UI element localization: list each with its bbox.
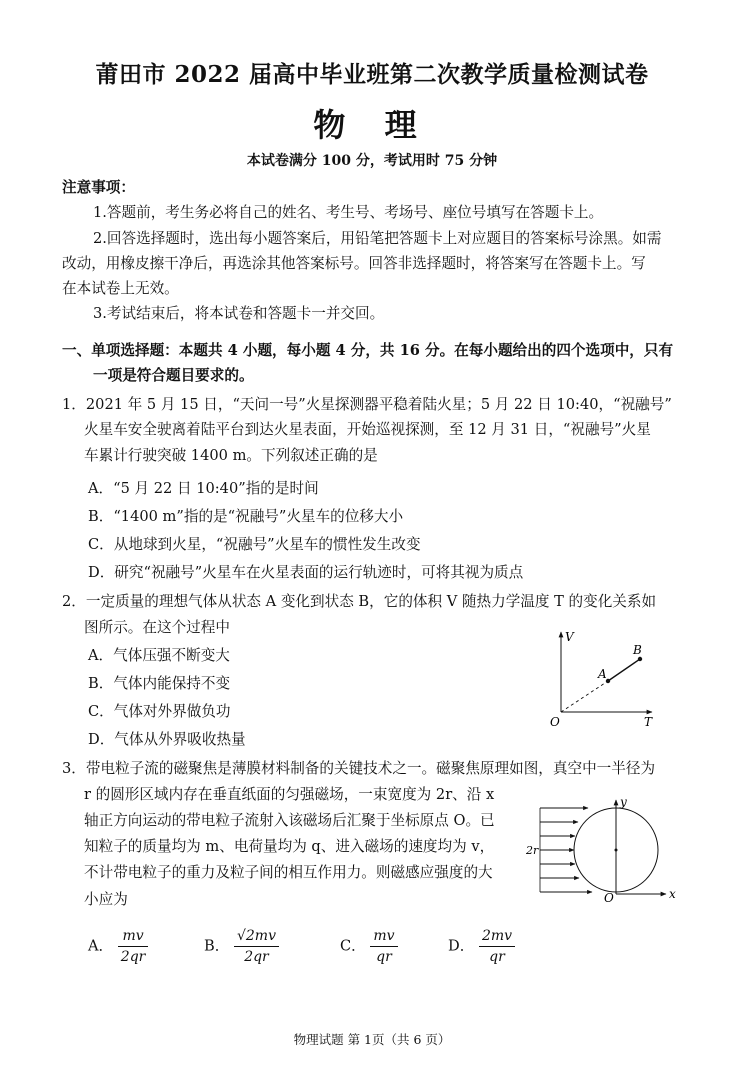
notice-item-3: 3.考试结束后，将本试卷和答题卡一并交回。	[93, 305, 385, 322]
particle-beam	[540, 808, 592, 892]
q3-stem-line-3: 轴正方向运动的带电粒子流射入该磁场后汇聚于坐标原点 O。已	[84, 812, 495, 829]
q3-option-b-num: √2mv	[234, 926, 279, 947]
q3-option-c-letter: C．	[340, 937, 366, 955]
q2-option-a: A．气体压强不断变大	[88, 647, 230, 664]
q2-stem-line-1: 2．一定质量的理想气体从状态 A 变化到状态 B，它的体积 V 随热力学温度 T 的变化关系如	[62, 593, 657, 610]
q3-stem-line-6: 小应为	[84, 891, 128, 908]
x-axis-label: x	[669, 887, 676, 901]
q3-option-a-den: 2qr	[120, 949, 146, 965]
q2-option-d: D．气体从外界吸收热量	[88, 731, 246, 748]
origin-label: O	[550, 715, 560, 729]
page-footer: 物理试题 第 1页（共 6 页）	[293, 1032, 451, 1047]
width-label: 2r	[526, 844, 539, 857]
y-axis-label: y	[620, 795, 627, 809]
subject-title: 物 理	[313, 106, 431, 144]
q3-option-d	[448, 926, 515, 967]
q3-option-d-den: qr	[489, 949, 505, 965]
circle-center	[615, 849, 618, 852]
q2-vt-graph	[544, 626, 664, 730]
q3-option-a	[88, 926, 148, 967]
q3-option-d-fraction	[479, 926, 515, 967]
q1-option-c: C．从地球到火星，“祝融号”火星车的惯性发生改变	[88, 536, 421, 553]
q3-option-c-fraction	[370, 926, 397, 967]
q3-option-c	[340, 926, 398, 967]
q2-option-b: B．气体内能保持不变	[88, 675, 231, 692]
v-axis-label: V	[565, 630, 574, 644]
section-1-heading: 一、单项选择题：本题共 4 小题，每小题 4 分，共 16 分。在每小题给出的四个选项中，只有	[62, 342, 674, 359]
q3-option-c-num: mv	[370, 926, 397, 947]
exam-info: 本试卷满分 100 分，考试用时 75 分钟	[246, 153, 498, 169]
q3-option-d-letter: D．	[448, 937, 475, 955]
q3-option-c-den: qr	[376, 949, 392, 965]
q3-option-b-letter: B．	[204, 937, 230, 955]
q3-stem-line-4: 知粒子的质量均为 m、电荷量均为 q、进入磁场的速度均为 v，	[84, 838, 495, 855]
point-b-label: B	[633, 643, 642, 657]
notice-item-2-line-1: 2.回答选择题时，选出每小题答案后，用铅笔把答题卡上对应题目的答案标号涂黑。如需	[93, 230, 662, 247]
q1-option-a: A．“5 月 22 日 10:40”指的是时间	[88, 480, 319, 497]
q3-option-d-num: 2mv	[479, 926, 515, 947]
point-b	[638, 657, 642, 661]
q3-option-a-letter: A．	[88, 937, 114, 955]
t-axis-label: T	[644, 715, 653, 729]
q1-option-d: D．研究“祝融号”火星车在火星表面的运行轨迹时，可将其视为质点	[88, 564, 524, 581]
point-a-label: A	[598, 667, 607, 681]
q3-stem-line-2: r 的圆形区域内存在垂直纸面的匀强磁场，一束宽度为 2r、沿 x	[84, 786, 495, 803]
q1-stem-line-1: 1．2021 年 5 月 15 日，“天问一号”火星探测器平稳着陆火星；5 月 22 日 10:40，“祝融号”	[62, 396, 672, 413]
extension-line	[561, 681, 608, 712]
notice-heading: 注意事项：	[62, 179, 135, 196]
q3-focus-diagram	[526, 794, 686, 908]
exam-title: 莆田市 2022 届高中毕业班第二次教学质量检测试卷	[95, 61, 649, 88]
q1-option-b: B．“1400 m”指的是“祝融号”火星车的位移大小	[88, 508, 404, 525]
q3-stem-line-5: 不计带电粒子的重力及粒子间的相互作用力。则磁感应强度的大	[84, 864, 493, 881]
notice-item-1: 1.答题前，考生务必将自己的姓名、考生号、考场号、座位号填写在答题卡上。	[93, 204, 604, 221]
origin-label-q3: O	[604, 891, 614, 905]
section-1-heading-cont: 一项是符合题目要求的。	[93, 367, 254, 384]
process-line	[608, 659, 640, 681]
q1-stem-line-3: 车累计行驶突破 1400 m。下列叙述正确的是	[84, 447, 378, 464]
notice-item-2-line-2: 改动，用橡皮擦干净后，再选涂其他答案标号。回答非选择题时，将答案写在答题卡上。写	[62, 255, 646, 272]
q2-option-c: C．气体对外界做负功	[88, 703, 231, 720]
q3-option-a-num: mv	[118, 926, 149, 947]
q3-stem-line-1: 3．带电粒子流的磁聚焦是薄膜材料制备的关键技术之一。磁聚焦原理如图，真空中一半径为	[62, 760, 656, 777]
q3-option-b-fraction	[234, 926, 279, 967]
q3-option-b-den: 2qr	[244, 949, 269, 965]
q3-option-b	[204, 926, 279, 967]
notice-item-2-line-3: 在本试卷上无效。	[62, 280, 179, 297]
q2-stem-line-2: 图所示。在这个过程中	[84, 619, 230, 636]
q1-stem-line-2: 火星车安全驶离着陆平台到达火星表面，开始巡视探测，至 12 月 31 日，“祝融号”火星	[84, 421, 651, 438]
q3-option-a-fraction	[118, 926, 149, 967]
